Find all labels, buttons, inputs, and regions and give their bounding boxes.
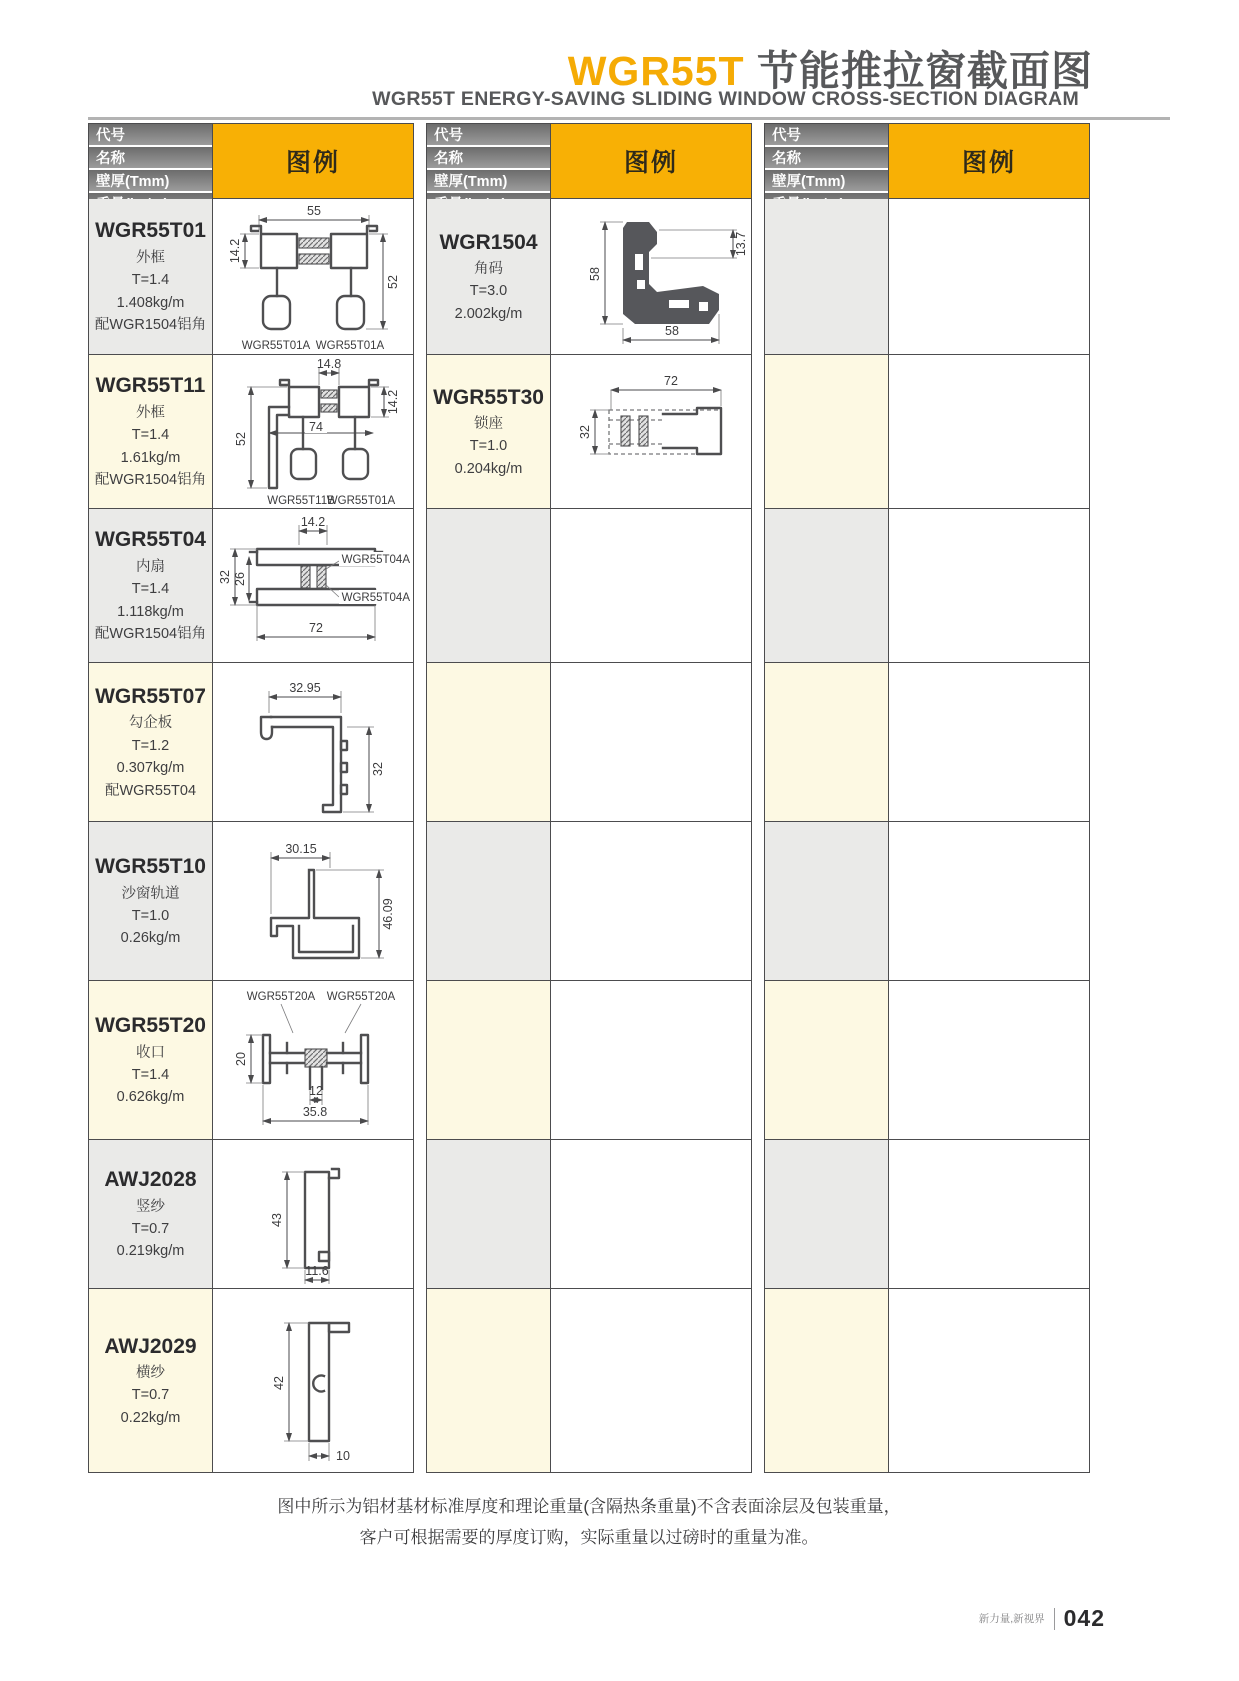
table-row-wgr55t11 xyxy=(89,355,413,509)
diagram-cell xyxy=(213,199,413,354)
product-name: 竖纱 xyxy=(136,1198,165,1215)
dim-text: 10 xyxy=(336,1448,350,1463)
page-footer xyxy=(979,1605,1105,1632)
product-name: 外框 xyxy=(136,249,165,266)
header-cell-code: 代号 xyxy=(89,124,212,147)
table-row-wgr55t10 xyxy=(89,822,413,981)
product-code: WGR55T04 xyxy=(95,528,206,552)
product-label-wgr55t07 xyxy=(89,663,213,821)
dim-text: 14.2 xyxy=(228,238,242,263)
empty-diagram-cell xyxy=(889,663,1089,821)
product-weight: 1.408kg/m xyxy=(116,294,185,311)
dim-text: 42 xyxy=(272,1375,286,1390)
header-cell-code: 代号 xyxy=(427,124,550,147)
table-row-empty xyxy=(427,1289,751,1472)
diagram-cell xyxy=(213,981,413,1139)
diagram-cell xyxy=(213,355,413,508)
table-row-empty xyxy=(765,355,1089,509)
dim-text: 72 xyxy=(309,620,323,635)
cross-section-table xyxy=(88,123,1090,1473)
profile-label: WGR55T20A xyxy=(246,990,316,1003)
table-row-wgr55t30 xyxy=(427,355,751,509)
wgr55t30-cross-section-diagram xyxy=(551,358,751,506)
product-thickness: T=0.7 xyxy=(131,1387,170,1404)
product-label-awj2029 xyxy=(89,1289,213,1472)
product-weight: 0.219kg/m xyxy=(116,1243,185,1260)
empty-diagram-cell xyxy=(889,509,1089,662)
empty-diagram-cell xyxy=(551,1289,751,1472)
product-extra: 配WGR1504铝角 xyxy=(94,626,207,643)
product-label-wgr55t11 xyxy=(89,355,213,508)
table-row-wgr55t01 xyxy=(89,199,413,355)
product-thickness: T=3.0 xyxy=(469,283,508,300)
product-weight: 0.626kg/m xyxy=(116,1089,185,1106)
empty-diagram-cell xyxy=(551,663,751,821)
profile-label: WGR55T01A xyxy=(326,494,396,507)
dim-text: 14.2 xyxy=(300,514,326,529)
footnote-line-1: 图中所示为铝材基材标准厚度和理论重量(含隔热条重量)不含表面涂层及包装重量， xyxy=(277,1497,901,1516)
empty-diagram-cell xyxy=(889,822,1089,980)
dim-text: 58 xyxy=(588,266,602,281)
diagram-cell xyxy=(213,1289,413,1472)
product-extra: 配WGR55T04 xyxy=(104,782,197,799)
dim-text: 30.15 xyxy=(285,841,317,856)
wgr55t11-cross-section-diagram xyxy=(213,357,413,507)
wgr1504-cross-section-diagram xyxy=(551,202,751,352)
empty-label-cell xyxy=(427,981,551,1139)
diagram-cell xyxy=(551,199,751,354)
table-row-awj2028 xyxy=(89,1140,413,1289)
dim-text: 32 xyxy=(218,569,232,584)
empty-label-cell xyxy=(427,1140,551,1288)
product-thickness: T=1.0 xyxy=(131,907,170,924)
dim-text: 14.2 xyxy=(386,389,400,414)
product-name: 勾企板 xyxy=(128,715,173,732)
product-code: WGR55T20 xyxy=(95,1014,206,1038)
awj2028-cross-section-diagram xyxy=(213,1142,413,1287)
product-thickness: T=1.0 xyxy=(469,438,508,455)
header-cell-name: 名称 xyxy=(89,147,212,170)
dim-text: 32.95 xyxy=(289,680,321,695)
wgr55t01-cross-section-diagram xyxy=(213,202,413,352)
dim-text: 52 xyxy=(386,274,400,289)
profile-label: WGR55T20A xyxy=(326,990,396,1003)
product-code: AWJ2028 xyxy=(104,1168,197,1192)
table-group-2 xyxy=(426,123,752,1473)
product-thickness: T=1.4 xyxy=(131,1066,170,1083)
empty-label-cell xyxy=(427,1289,551,1472)
dim-text: 55 xyxy=(307,203,321,218)
product-label-wgr55t30 xyxy=(427,355,551,508)
empty-diagram-cell xyxy=(889,981,1089,1139)
product-weight: 0.22kg/m xyxy=(120,1409,181,1426)
table-row-awj2029 xyxy=(89,1289,413,1472)
dim-text: 32 xyxy=(371,761,385,776)
empty-label-cell xyxy=(765,1289,889,1472)
empty-diagram-cell xyxy=(889,199,1089,354)
group3-header-labels xyxy=(765,124,889,198)
empty-diagram-cell xyxy=(889,1289,1089,1472)
table-row-wgr1504 xyxy=(427,199,751,355)
legend-header-cell: 图例 xyxy=(213,124,413,198)
legend-header-cell: 图例 xyxy=(889,124,1089,198)
group2-header xyxy=(427,124,751,199)
page-title-code: WGR55T xyxy=(567,48,745,94)
legend-header-cell: 图例 xyxy=(551,124,751,198)
header-cell-thickness: 壁厚(Tmm) xyxy=(765,170,888,193)
table-row-empty xyxy=(765,663,1089,822)
profile-label: WGR55T04A xyxy=(341,591,410,604)
wgr55t20-cross-section-diagram xyxy=(213,983,413,1138)
product-code: WGR55T30 xyxy=(433,385,544,409)
table-row-empty xyxy=(765,981,1089,1140)
header-divider xyxy=(88,117,1170,120)
table-row-wgr55t20 xyxy=(89,981,413,1140)
diagram-cell xyxy=(213,1140,413,1288)
product-weight: 0.26kg/m xyxy=(120,930,181,947)
product-thickness: T=1.2 xyxy=(131,737,170,754)
table-row-empty xyxy=(427,1140,751,1289)
product-name: 内扇 xyxy=(136,558,165,575)
page-title-chinese: 节能推拉窗截面图 xyxy=(757,48,1093,94)
empty-diagram-cell xyxy=(551,981,751,1139)
table-row-empty xyxy=(427,509,751,663)
product-weight: 0.307kg/m xyxy=(116,760,185,777)
empty-label-cell xyxy=(427,663,551,821)
empty-diagram-cell xyxy=(551,509,751,662)
empty-label-cell xyxy=(765,509,889,662)
product-thickness: T=1.4 xyxy=(131,427,170,444)
dim-text: 26 xyxy=(233,571,247,586)
product-name: 横纱 xyxy=(136,1365,165,1382)
empty-label-cell xyxy=(427,509,551,662)
table-row-empty xyxy=(427,822,751,981)
product-label-wgr55t20 xyxy=(89,981,213,1139)
header-cell-name: 名称 xyxy=(427,147,550,170)
header-cell-name: 名称 xyxy=(765,147,888,170)
diagram-cell xyxy=(551,355,751,508)
dim-text: 43 xyxy=(270,1212,284,1227)
product-weight: 1.61kg/m xyxy=(120,449,181,466)
group2-header-labels xyxy=(427,124,551,198)
product-thickness: T=0.7 xyxy=(131,1220,170,1237)
dim-text: 11.6 xyxy=(305,1263,329,1278)
group3-header xyxy=(765,124,1089,199)
wgr55t07-cross-section-diagram xyxy=(213,665,413,820)
product-name: 外框 xyxy=(136,404,165,421)
product-name: 收口 xyxy=(136,1044,165,1061)
product-label-wgr55t10 xyxy=(89,822,213,980)
awj2029-cross-section-diagram xyxy=(213,1295,413,1467)
wgr55t10-cross-section-diagram xyxy=(213,824,413,979)
product-code: WGR1504 xyxy=(439,230,538,254)
dim-text: 58 xyxy=(665,323,679,338)
product-name: 沙窗轨道 xyxy=(121,885,180,902)
table-row-empty xyxy=(765,199,1089,355)
footnote-line-2: 客户可根据需要的厚度订购，实际重量以过磅时的重量为准。 xyxy=(359,1527,819,1547)
product-label-wgr1504 xyxy=(427,199,551,354)
product-name: 锁座 xyxy=(474,416,503,433)
table-row-empty xyxy=(765,1289,1089,1472)
product-thickness: T=1.4 xyxy=(131,272,170,289)
empty-label-cell xyxy=(427,822,551,980)
empty-diagram-cell xyxy=(889,355,1089,508)
table-row-empty xyxy=(765,509,1089,663)
empty-label-cell xyxy=(765,355,889,508)
table-row-wgr55t07 xyxy=(89,663,413,822)
table-row-wgr55t04 xyxy=(89,509,413,663)
product-weight: 0.204kg/m xyxy=(454,460,523,477)
empty-diagram-cell xyxy=(551,1140,751,1288)
dim-text: 13.7 xyxy=(734,231,748,256)
table-row-empty xyxy=(765,1140,1089,1289)
dim-text: 20 xyxy=(234,1051,248,1066)
table-row-empty xyxy=(427,981,751,1140)
empty-label-cell xyxy=(765,981,889,1139)
footer-slogan: 新力量,新视界 xyxy=(978,1613,1045,1625)
profile-label: WGR55T01A xyxy=(315,339,385,352)
header-cell-thickness: 壁厚(Tmm) xyxy=(427,170,550,193)
empty-label-cell xyxy=(765,822,889,980)
empty-label-cell xyxy=(765,663,889,821)
product-extra: 配WGR1504铝角 xyxy=(94,317,207,334)
table-row-empty xyxy=(427,663,751,822)
product-thickness: T=1.4 xyxy=(131,581,170,598)
product-label-wgr55t04 xyxy=(89,509,213,662)
profile-label: WGR55T11B xyxy=(267,494,335,507)
diagram-cell xyxy=(213,663,413,821)
dim-text: 52 xyxy=(234,431,248,446)
product-code: WGR55T10 xyxy=(95,855,206,879)
table-group-3 xyxy=(764,123,1090,1473)
footnote xyxy=(88,1492,1090,1553)
footer-divider xyxy=(1054,1608,1055,1630)
diagram-cell xyxy=(213,509,413,662)
product-code: WGR55T11 xyxy=(95,374,206,398)
product-code: WGR55T07 xyxy=(95,684,206,708)
header-cell-thickness: 壁厚(Tmm) xyxy=(89,170,212,193)
dim-text: 32 xyxy=(578,424,592,439)
empty-diagram-cell xyxy=(551,822,751,980)
dim-text: 72 xyxy=(664,373,678,388)
dim-text: 35.8 xyxy=(302,1104,328,1119)
product-weight: 2.002kg/m xyxy=(454,305,523,322)
table-group-1 xyxy=(88,123,414,1473)
empty-label-cell xyxy=(765,1140,889,1288)
profile-label: WGR55T01A xyxy=(241,339,311,352)
page-number: 042 xyxy=(1063,1605,1105,1631)
dim-text: 46.09 xyxy=(381,897,395,930)
dim-text: 14.8 xyxy=(316,356,342,371)
profile-label: WGR55T04A xyxy=(341,553,410,566)
empty-label-cell xyxy=(765,199,889,354)
empty-diagram-cell xyxy=(889,1140,1089,1288)
diagram-cell xyxy=(213,822,413,980)
product-code: WGR55T01 xyxy=(95,219,206,243)
product-name: 角码 xyxy=(474,261,503,278)
dim-text: 12 xyxy=(309,1083,323,1098)
header-cell-code: 代号 xyxy=(765,124,888,147)
product-weight: 1.118kg/m xyxy=(117,603,184,620)
wgr55t04-cross-section-diagram xyxy=(213,511,413,661)
table-row-empty xyxy=(765,822,1089,981)
product-extra: 配WGR1504铝角 xyxy=(94,472,207,489)
group1-header xyxy=(89,124,413,199)
product-label-awj2028 xyxy=(89,1140,213,1288)
product-label-wgr55t01 xyxy=(89,199,213,354)
group1-header-labels xyxy=(89,124,213,198)
page-subtitle: WGR55T ENERGY-SAVING SLIDING WINDOW CROSS-SECTION DIAGRAM xyxy=(372,88,1079,110)
dim-text: 74 xyxy=(309,419,323,434)
product-code: AWJ2029 xyxy=(104,1334,197,1358)
